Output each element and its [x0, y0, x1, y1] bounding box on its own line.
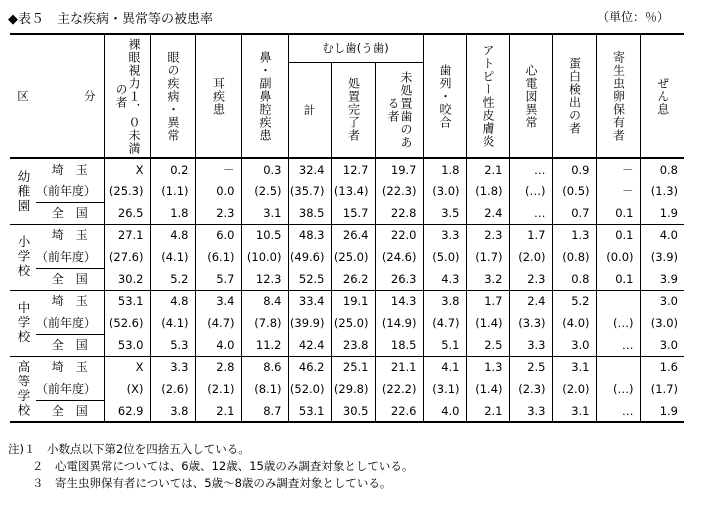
cell-value: 3.0 — [640, 290, 684, 312]
cell-value: 3.3 — [150, 356, 195, 378]
cell-value: 12.7 — [331, 158, 375, 180]
cell-value: (5.0) — [423, 246, 466, 268]
cell-value: 2.1 — [466, 158, 509, 180]
cell-value: 27.1 — [104, 224, 150, 246]
cell-value: 3.9 — [640, 268, 684, 290]
header-atopic-dermatitis: アトピー性皮膚炎 — [466, 34, 509, 158]
cell-value: (2.1) — [195, 378, 241, 400]
cell-value: (0.8) — [552, 246, 596, 268]
cell-value: 1.3 — [466, 356, 509, 378]
cell-value: 8.6 — [241, 356, 288, 378]
table-row — [10, 224, 684, 246]
cell-value: 21.1 — [375, 356, 423, 378]
cell-value: 0.3 — [241, 158, 288, 180]
cell-value: (3.1) — [423, 378, 466, 400]
cell-value: … — [596, 400, 640, 422]
cell-value: (0.0) — [596, 246, 640, 268]
header-dentition: 歯列・咬合 — [423, 34, 466, 158]
cell-value: 4.0 — [195, 334, 241, 356]
cell-value: (10.0) — [241, 246, 288, 268]
note-2: ２ 心電図異常については、6歳、12歳、15歳のみ調査対象としている。 — [32, 459, 414, 473]
header-caries-treated: 処置完了者 — [331, 62, 375, 158]
cell-value: (22.3) — [375, 180, 423, 202]
cell-value: 5.7 — [195, 268, 241, 290]
table-row — [10, 268, 684, 290]
cell-value: 2.8 — [195, 356, 241, 378]
note-1: 注)１ 小数点以下第2位を四捨五入している。 — [8, 442, 250, 456]
table-row — [10, 158, 684, 180]
cell-value: 22.6 — [375, 400, 423, 422]
cell-value: 53.0 — [104, 334, 150, 356]
table-body — [10, 158, 684, 422]
cell-value: 1.7 — [466, 290, 509, 312]
cell-value: 3.8 — [423, 290, 466, 312]
cell-value: 8.7 — [241, 400, 288, 422]
cell-value: 0.1 — [596, 202, 640, 224]
cell-value: (6.1) — [195, 246, 241, 268]
cell-value: (25.0) — [331, 312, 375, 334]
cell-value: (22.2) — [375, 378, 423, 400]
cell-value: 26.2 — [331, 268, 375, 290]
header-nose-disease: 鼻・副鼻腔疾患 — [241, 34, 288, 158]
cell-value: 3.3 — [509, 400, 552, 422]
cell-value: (2.5) — [241, 180, 288, 202]
row-label: 埼 玉 — [36, 224, 104, 246]
cell-value: 18.5 — [375, 334, 423, 356]
cell-value: (25.3) — [104, 180, 150, 202]
row-label: 全 国 — [36, 268, 104, 290]
cell-value: 48.3 — [288, 224, 331, 246]
cell-value: (1.1) — [150, 180, 195, 202]
cell-value: 23.8 — [331, 334, 375, 356]
cell-value: 26.4 — [331, 224, 375, 246]
cell-value: … — [596, 334, 640, 356]
table-row — [10, 356, 684, 378]
cell-value: 3.1 — [241, 202, 288, 224]
header-caries-total: 計 — [288, 62, 331, 158]
header-ecg-abnormal: 心電図異常 — [509, 34, 552, 158]
cell-value: (…) — [509, 180, 552, 202]
cell-value: (3.3) — [509, 312, 552, 334]
cell-value: 26.5 — [104, 202, 150, 224]
cell-value — [596, 290, 640, 312]
cell-value: (0.5) — [552, 180, 596, 202]
header-ear-disease: 耳疾患 — [195, 34, 241, 158]
table-row — [10, 378, 684, 400]
cell-value: 4.1 — [423, 356, 466, 378]
cell-value: (27.6) — [104, 246, 150, 268]
cell-value: 22.0 — [375, 224, 423, 246]
cell-value: 1.7 — [509, 224, 552, 246]
cell-value: (1.3) — [640, 180, 684, 202]
header-naked-eye-vision: 裸眼視力１．０未満の者 — [104, 34, 150, 158]
cell-value: (X) — [104, 378, 150, 400]
cell-value: (39.9) — [288, 312, 331, 334]
header-caries-group: むし歯(う歯) — [288, 34, 423, 62]
cell-value: (4.7) — [423, 312, 466, 334]
cell-value: (4.0) — [552, 312, 596, 334]
cell-value: 3.5 — [423, 202, 466, 224]
cell-value: 1.8 — [150, 202, 195, 224]
cell-value: 0.8 — [552, 268, 596, 290]
row-label: 全 国 — [36, 202, 104, 224]
table-row — [10, 246, 684, 268]
cell-value: (4.1) — [150, 312, 195, 334]
cell-value: (2.0) — [509, 246, 552, 268]
cell-value: 3.1 — [552, 400, 596, 422]
table-row — [10, 180, 684, 202]
row-label: 全 国 — [36, 334, 104, 356]
row-label: 全 国 — [36, 400, 104, 422]
cell-value: 8.4 — [241, 290, 288, 312]
cell-value: 2.4 — [466, 202, 509, 224]
cell-value: 22.8 — [375, 202, 423, 224]
cell-value: 1.3 — [552, 224, 596, 246]
row-label: 埼 玉 — [51, 162, 88, 177]
header-asthma: ぜん息 — [640, 34, 684, 158]
cell-value: 3.0 — [552, 334, 596, 356]
cell-value: 53.1 — [104, 290, 150, 312]
cell-value: 30.2 — [104, 268, 150, 290]
group-label: 高等学校 — [10, 356, 36, 422]
table-row — [10, 334, 684, 356]
header-bun: 分 — [36, 34, 104, 158]
cell-value: 0.9 — [552, 158, 596, 180]
cell-value: (13.4) — [331, 180, 375, 202]
cell-value: (29.8) — [331, 378, 375, 400]
cell-value: (4.1) — [150, 246, 195, 268]
cell-value: 2.3 — [509, 268, 552, 290]
disease-rate-table — [10, 33, 684, 423]
cell-value: － — [596, 158, 640, 180]
cell-value: (35.7) — [288, 180, 331, 202]
cell-value: 52.5 — [288, 268, 331, 290]
cell-value: 4.3 — [423, 268, 466, 290]
cell-value: 0.0 — [195, 180, 241, 202]
cell-value: (2.3) — [509, 378, 552, 400]
cell-value: 2.5 — [509, 356, 552, 378]
unit-label: （単位：％） — [596, 10, 669, 24]
cell-value: X — [104, 158, 150, 180]
row-label: （前年度） — [36, 183, 97, 198]
cell-value: (24.6) — [375, 246, 423, 268]
cell-value: 0.1 — [596, 268, 640, 290]
cell-value: (7.8) — [241, 312, 288, 334]
notes — [8, 441, 413, 492]
table-row — [10, 400, 684, 422]
table-row — [10, 290, 684, 312]
cell-value: (4.7) — [195, 312, 241, 334]
cell-value: 4.0 — [640, 224, 684, 246]
cell-value: (1.4) — [466, 312, 509, 334]
cell-value: 6.0 — [195, 224, 241, 246]
cell-value: 33.4 — [288, 290, 331, 312]
cell-value: 1.6 — [640, 356, 684, 378]
header-parasite-egg: 寄生虫卵保有者 — [596, 34, 640, 158]
cell-value: 2.5 — [466, 334, 509, 356]
cell-value: (1.7) — [466, 246, 509, 268]
header-ku: 区 — [10, 34, 36, 158]
cell-value: 4.8 — [150, 290, 195, 312]
cell-value: (25.0) — [331, 246, 375, 268]
cell-value: － — [195, 158, 241, 180]
cell-value: 46.2 — [288, 356, 331, 378]
row-label: （前年度） — [36, 315, 97, 330]
cell-value: 5.2 — [150, 268, 195, 290]
header-caries-untreated: 未処置歯のある者 — [375, 62, 423, 158]
group-label: 小学校 — [10, 224, 36, 290]
cell-value: 0.2 — [150, 158, 195, 180]
row-label: 埼 玉 — [36, 356, 104, 378]
cell-value: 62.9 — [104, 400, 150, 422]
cell-value: 3.3 — [509, 334, 552, 356]
cell-value: 5.3 — [150, 334, 195, 356]
cell-value: 19.7 — [375, 158, 423, 180]
table-row — [10, 312, 684, 334]
cell-value: － — [596, 180, 640, 202]
table-title: ◆表５ 主な疾病・異常等の被患率 — [8, 12, 213, 27]
header-eye-disease: 眼の疾病・異常 — [150, 34, 195, 158]
cell-value: 19.1 — [331, 290, 375, 312]
cell-value: 1.9 — [640, 400, 684, 422]
cell-value: 3.2 — [466, 268, 509, 290]
cell-value: 12.3 — [241, 268, 288, 290]
cell-value: (3.0) — [640, 312, 684, 334]
cell-value: 32.4 — [288, 158, 331, 180]
row-label: 埼 玉 — [36, 290, 104, 312]
cell-value: 38.5 — [288, 202, 331, 224]
cell-value: X — [104, 356, 150, 378]
cell-value: (14.9) — [375, 312, 423, 334]
cell-value: 25.1 — [331, 356, 375, 378]
cell-value: 15.7 — [331, 202, 375, 224]
cell-value: 1.8 — [423, 158, 466, 180]
cell-value: 2.3 — [466, 224, 509, 246]
group-label: 幼稚園 — [16, 169, 31, 213]
cell-value: 3.8 — [150, 400, 195, 422]
cell-value: (8.1) — [241, 378, 288, 400]
cell-value: 42.4 — [288, 334, 331, 356]
cell-value: (2.6) — [150, 378, 195, 400]
cell-value: 3.0 — [640, 334, 684, 356]
cell-value: 3.1 — [552, 356, 596, 378]
cell-value: 53.1 — [288, 400, 331, 422]
cell-value: (1.8) — [466, 180, 509, 202]
cell-value: 30.5 — [331, 400, 375, 422]
cell-value: 14.3 — [375, 290, 423, 312]
cell-value: (1.4) — [466, 378, 509, 400]
cell-value: 26.3 — [375, 268, 423, 290]
row-label: （前年度） — [36, 249, 97, 264]
cell-value: 5.1 — [423, 334, 466, 356]
cell-value: 4.0 — [423, 400, 466, 422]
cell-value: 3.3 — [423, 224, 466, 246]
cell-value: … — [509, 158, 552, 180]
cell-value: (49.6) — [288, 246, 331, 268]
cell-value: 1.9 — [640, 202, 684, 224]
header-protein-detected: 蛋白検出の者 — [552, 34, 596, 158]
cell-value: (1.7) — [640, 378, 684, 400]
cell-value: 3.4 — [195, 290, 241, 312]
row-label: （前年度） — [36, 381, 97, 396]
cell-value: 2.1 — [466, 400, 509, 422]
cell-value: 4.8 — [150, 224, 195, 246]
note-3: ３ 寄生虫卵保有者については、5歳～8歳のみ調査対象としている。 — [32, 476, 392, 490]
cell-value: 10.5 — [241, 224, 288, 246]
cell-value: 5.2 — [552, 290, 596, 312]
cell-value: … — [509, 202, 552, 224]
cell-value: 2.1 — [195, 400, 241, 422]
cell-value: (3.9) — [640, 246, 684, 268]
cell-value: (…) — [596, 312, 640, 334]
table-row — [10, 202, 684, 224]
cell-value: (3.0) — [423, 180, 466, 202]
cell-value: (52.6) — [104, 312, 150, 334]
cell-value: 2.4 — [509, 290, 552, 312]
group-label: 中学校 — [10, 290, 36, 356]
cell-value: 0.7 — [552, 202, 596, 224]
cell-value: 11.2 — [241, 334, 288, 356]
cell-value: 2.3 — [195, 202, 241, 224]
cell-value: (…) — [596, 378, 640, 400]
cell-value: (52.0) — [288, 378, 331, 400]
cell-value: (2.0) — [552, 378, 596, 400]
cell-value: 0.8 — [640, 158, 684, 180]
cell-value — [596, 356, 640, 378]
cell-value: 0.1 — [596, 224, 640, 246]
